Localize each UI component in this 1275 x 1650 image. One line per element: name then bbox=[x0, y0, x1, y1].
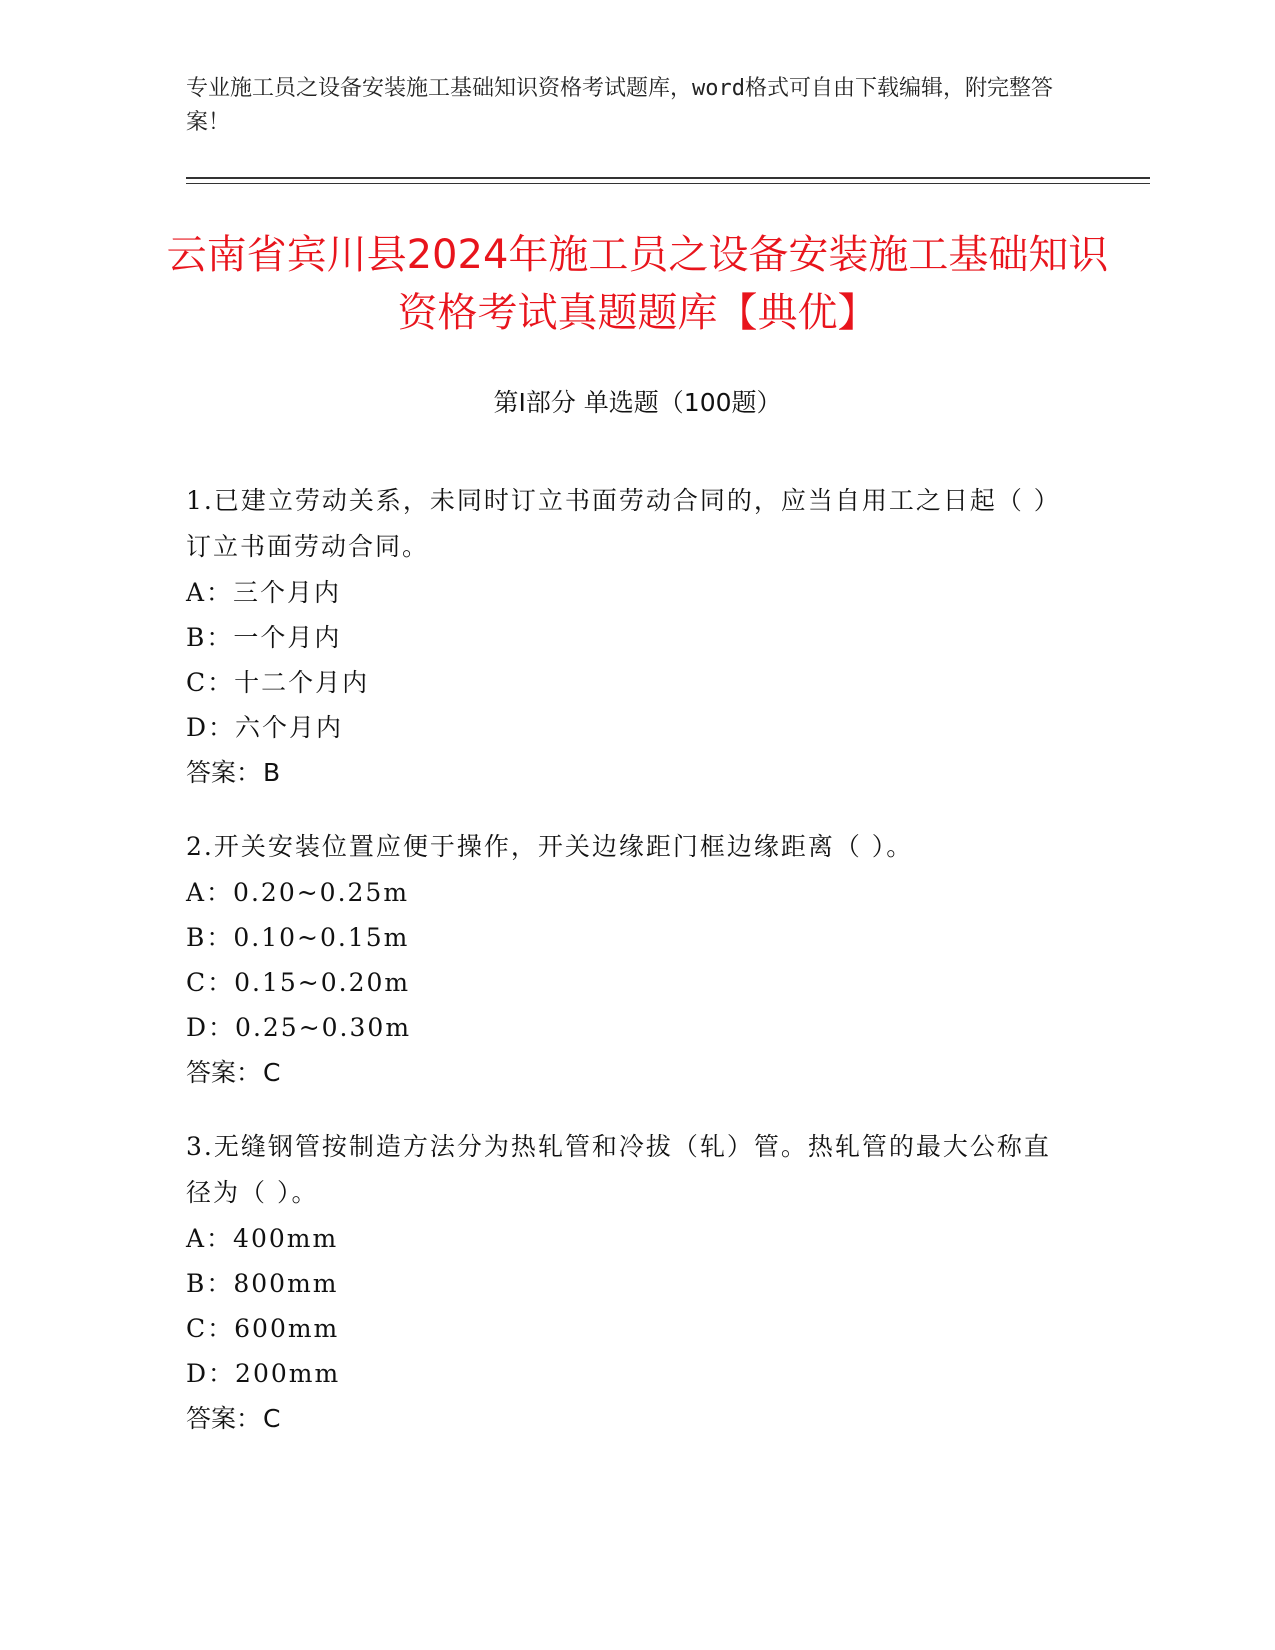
answer-line bbox=[186, 750, 1066, 796]
question-list bbox=[186, 478, 1066, 1470]
option-b: B：0.10~0.15m bbox=[186, 923, 410, 952]
option-b: B：800mm bbox=[186, 1269, 339, 1298]
option-b: B：一个月内 bbox=[186, 623, 342, 652]
answer-value: C bbox=[263, 1404, 281, 1433]
option-d: D：0.25~0.30m bbox=[186, 1013, 412, 1042]
option-a: A：400mm bbox=[186, 1224, 339, 1253]
answer-label: 答案： bbox=[186, 1404, 262, 1433]
answer-value: B bbox=[263, 758, 281, 787]
answer-label: 答案： bbox=[186, 1058, 262, 1087]
answer-line bbox=[186, 1396, 1066, 1442]
question-stem: 3.无缝钢管按制造方法分为热轧管和冷拔（轧）管。热轧管的最大公称直径为（ ）。 bbox=[186, 1132, 1051, 1207]
option-a: A：三个月内 bbox=[186, 578, 342, 607]
header-note: 专业施工员之设备安装施工基础知识资格考试题库，word格式可自由下载编辑，附完整答案！ bbox=[186, 76, 1053, 135]
answer-value: C bbox=[263, 1058, 281, 1087]
section-title: 第I部分 单选题（100题） bbox=[493, 388, 782, 417]
answer-line bbox=[186, 1050, 1066, 1096]
question-stem: 2.开关安装位置应便于操作，开关边缘距门框边缘距离（ ）。 bbox=[186, 832, 914, 861]
option-c: C：0.15~0.20m bbox=[186, 968, 411, 997]
document-title: 云南省宾川县2024年施工员之设备安装施工基础知识资格考试真题题库【典优】 bbox=[166, 232, 1109, 336]
question-stem: 1.已建立劳动关系，未同时订立书面劳动合同的，应当自用工之日起（ ）订立书面劳动合同。 bbox=[186, 486, 1061, 561]
question-1 bbox=[186, 478, 1066, 796]
question-2 bbox=[186, 824, 1066, 1096]
option-c: C：十二个月内 bbox=[186, 668, 370, 697]
question-3 bbox=[186, 1124, 1066, 1442]
header-rule-thin bbox=[186, 183, 1150, 184]
option-d: D：200mm bbox=[186, 1359, 341, 1388]
option-d: D：六个月内 bbox=[186, 713, 344, 742]
option-c: C：600mm bbox=[186, 1314, 340, 1343]
option-a: A：0.20~0.25m bbox=[186, 878, 410, 907]
header-rule-thick bbox=[186, 177, 1150, 179]
answer-label: 答案： bbox=[186, 758, 262, 787]
